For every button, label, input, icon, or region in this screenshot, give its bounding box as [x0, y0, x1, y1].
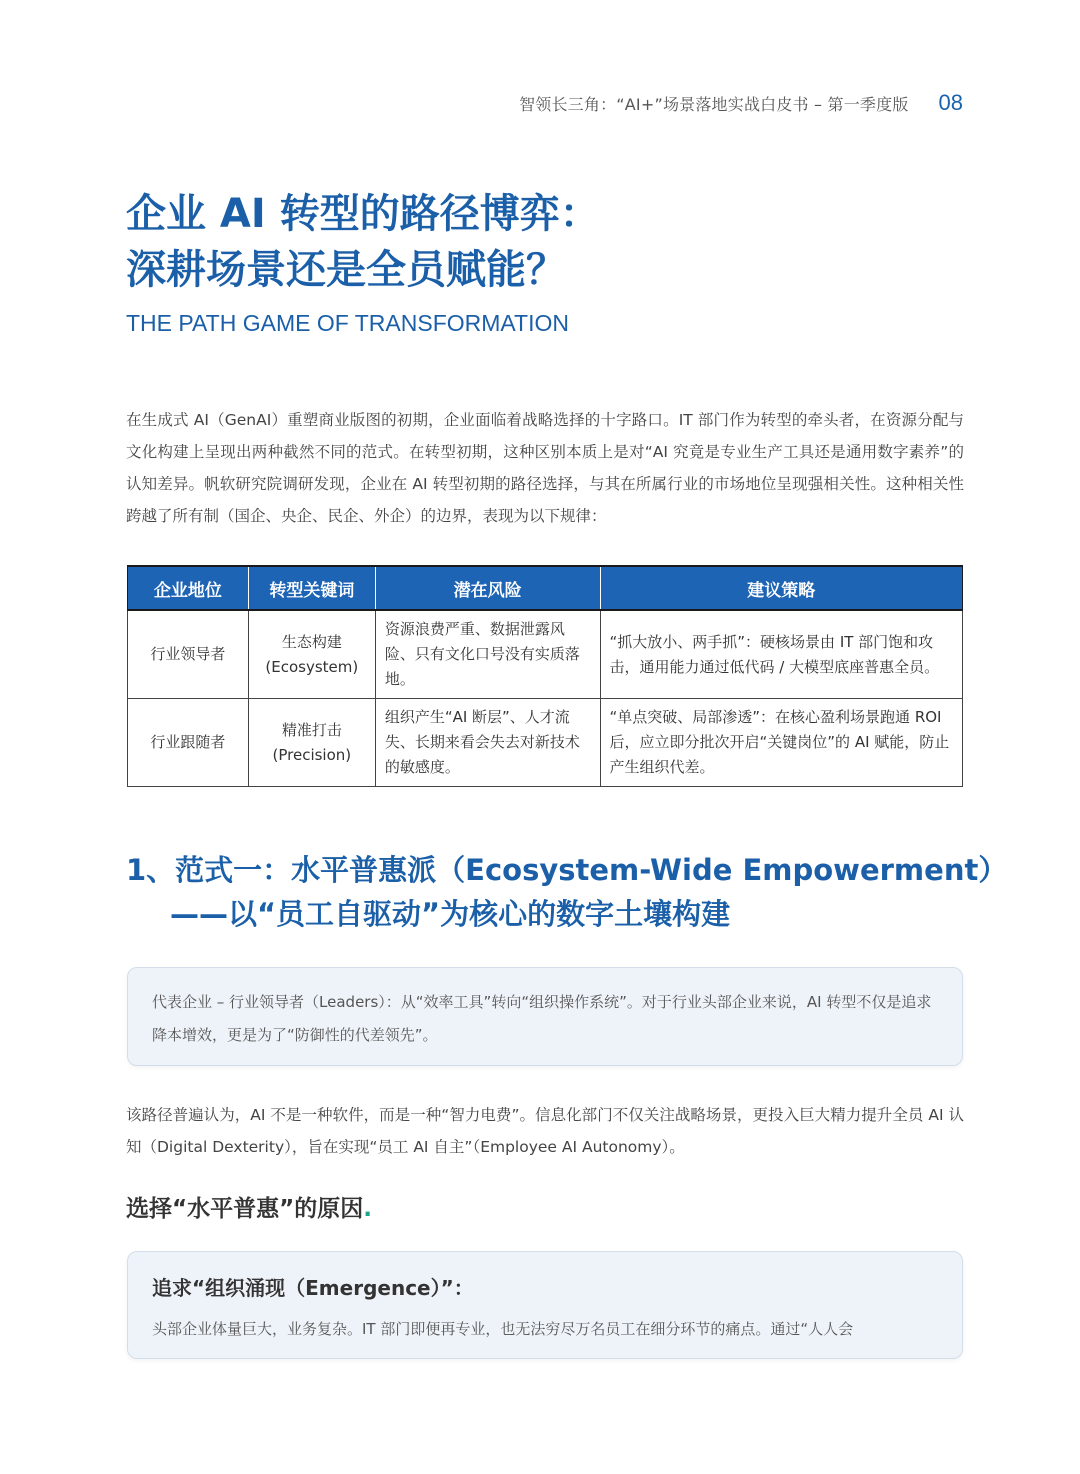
keyword-cn: 精准打击	[281, 720, 342, 739]
keyword-en: (Precision)	[272, 745, 352, 764]
reason-box	[127, 1251, 963, 1359]
cell-position: 行业领导者	[128, 610, 249, 699]
callout-box	[127, 967, 963, 1066]
page-header	[519, 90, 963, 116]
reason-heading	[126, 1191, 372, 1227]
body-paragraph: 该路径普遍认为，AI 不是一种软件，而是一种“智力电费”。信息化部门不仅关注战略场景，更投入巨大精力提升全员 AI 认知（Digital Dexterity），旨在实现“员工 AI 自主”（Employee AI Autonomy）。	[126, 1106, 964, 1156]
cell-keyword	[248, 610, 375, 699]
cell-risk: 组织产生“AI 断层”、人才流失、长期来看会失去对新技术的敏感度。	[375, 699, 600, 787]
section-heading-line1: 1、范式一：水平普惠派（Ecosystem-Wide Empowerment）	[126, 853, 1008, 887]
col-header-keyword: 转型关键词	[248, 566, 375, 610]
cell-strategy: “抓大放小、两手抓”：硬核场景由 IT 部门饱和攻击，通用能力通过低代码 / 大模型底座普惠全员。	[600, 610, 962, 699]
section-heading-line2: ——以“员工自驱动”为核心的数字土壤构建	[170, 897, 731, 931]
page-number: 08	[938, 90, 963, 115]
section-heading	[126, 848, 1007, 936]
keyword-en: (Ecosystem)	[265, 657, 359, 676]
keyword-cn: 生态构建	[281, 632, 342, 651]
english-subtitle: THE PATH GAME OF TRANSFORMATION	[126, 310, 569, 336]
intro-paragraph: 在生成式 AI（GenAI）重塑商业版图的初期，企业面临着战略选择的十字路口。IT 部门作为转型的牵头者，在资源分配与文化构建上呈现出两种截然不同的范式。在转型初期，这种区别本质上是对“AI 究竟是专业生产工具还是通用数字素养”的认知差异。帆软研究院调研发现，企业在 AI 转型初期的路径选择，与其在所属行业的市场地位呈现强相关性。这种相关性跨越了所有制（国企、央企、民企、外企）的边界，表现为以下规律：	[126, 411, 964, 525]
cell-position: 行业跟随者	[128, 699, 249, 787]
document-title: 智领长三角：“AI+”场景落地实战白皮书 – 第一季度版	[519, 94, 909, 114]
cell-strategy: “单点突破、局部渗透”：在核心盈利场景跑通 ROI 后，应立即分批次开启“关键岗位”的 AI 赋能，防止产生组织代差。	[600, 699, 962, 787]
cell-risk: 资源浪费严重、数据泄露风险、只有文化口号没有实质落地。	[375, 610, 600, 699]
accent-dot: .	[363, 1196, 372, 1222]
col-header-position: 企业地位	[128, 566, 249, 610]
reason-box-text: 头部企业体量巨大，业务复杂。IT 部门即便再专业，也无法穷尽万名员工在细分环节的痛点。通过“人人会	[152, 1320, 854, 1338]
table-row	[128, 610, 963, 699]
cell-keyword	[248, 699, 375, 787]
page-title	[126, 186, 600, 298]
strategy-table	[127, 565, 963, 787]
callout-text: 代表企业 – 行业领导者（Leaders）：从“效率工具”转向“组织操作系统”。对于行业头部企业来说，AI 转型不仅是追求降本增效，更是为了“防御性的代差领先”。	[152, 993, 932, 1044]
table-row	[128, 699, 963, 787]
table-header-row	[128, 566, 963, 610]
page-title-line2: 深耕场景还是全员赋能？	[126, 247, 566, 293]
page-title-line1: 企业 AI 转型的路径博弈：	[126, 191, 600, 237]
reason-box-heading: 追求“组织涌现（Emergence）”：	[152, 1276, 474, 1300]
col-header-risk: 潜在风险	[375, 566, 600, 610]
col-header-strategy: 建议策略	[600, 566, 962, 610]
reason-heading-text: 选择“水平普惠”的原因	[126, 1196, 364, 1222]
